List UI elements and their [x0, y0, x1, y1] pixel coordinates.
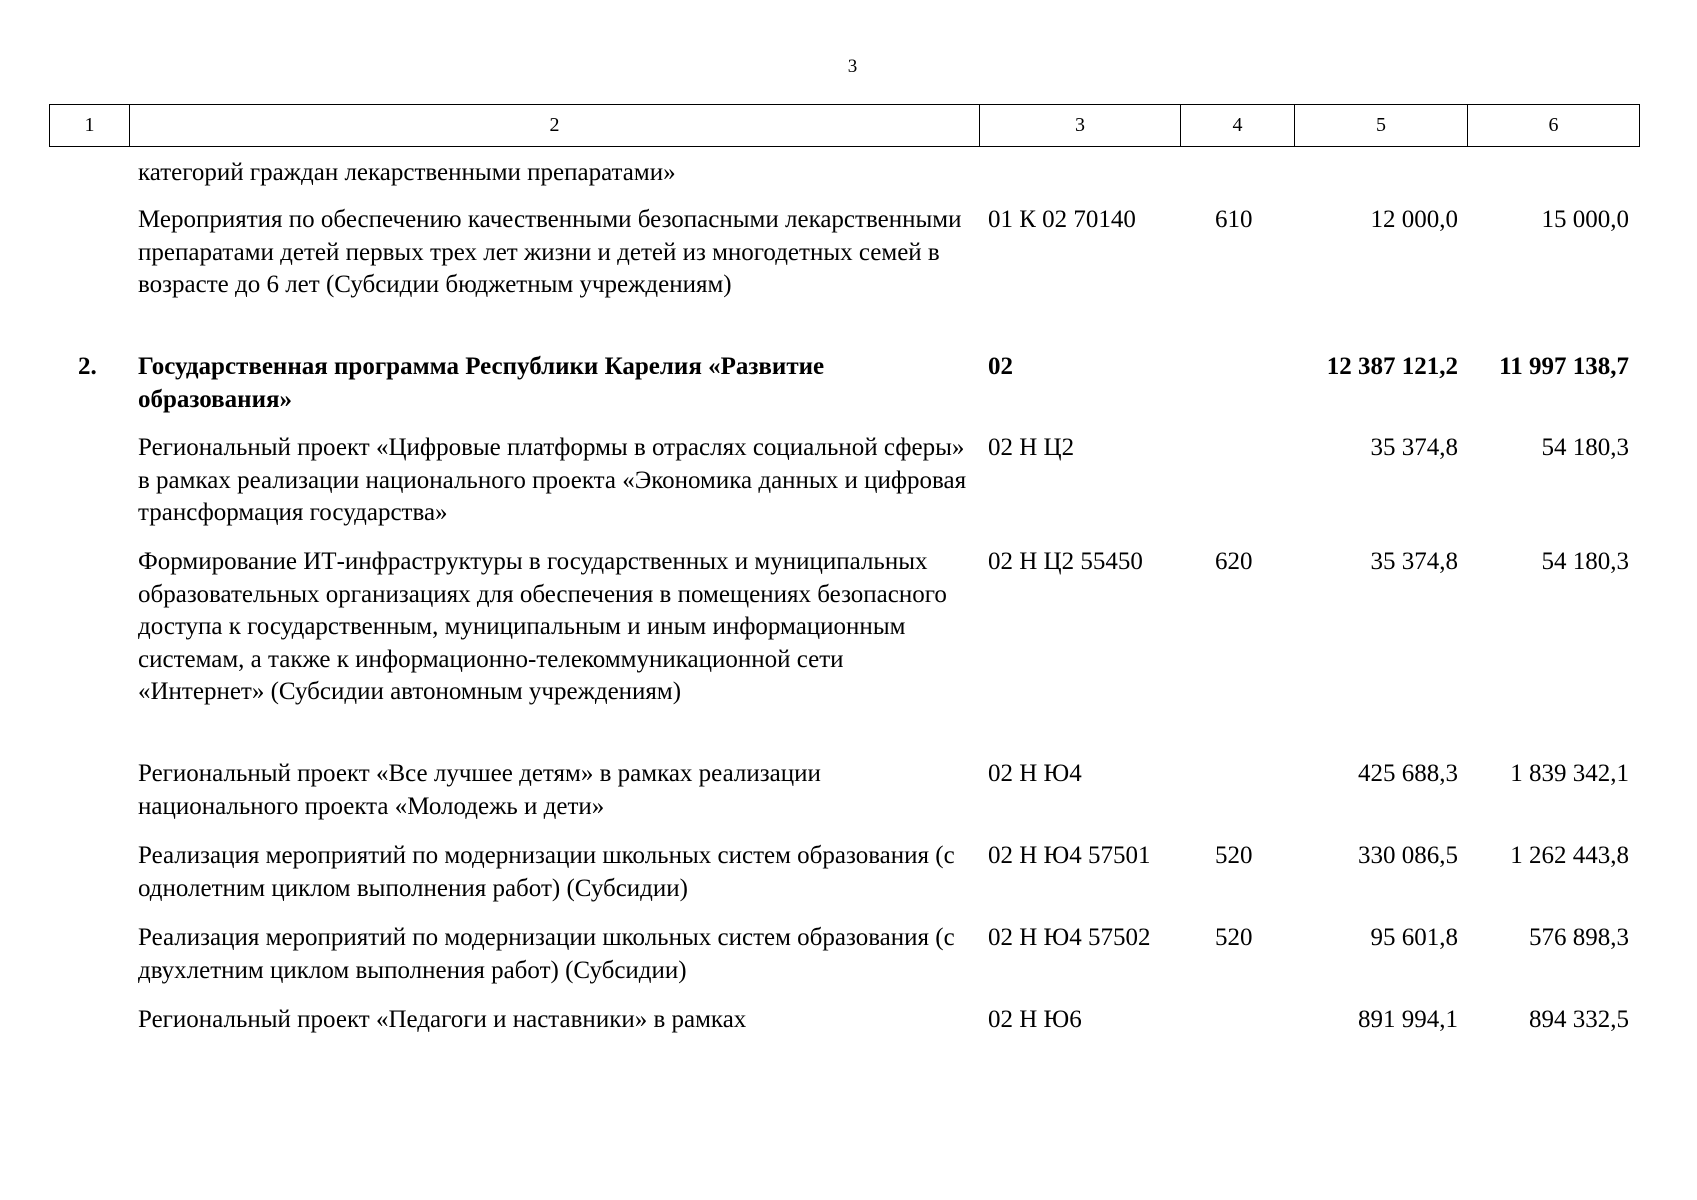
row-type: 520 — [1215, 924, 1253, 951]
row-code: 02 Н Ю4 — [988, 760, 1082, 787]
row-code: 02 Н Ц2 — [988, 434, 1075, 461]
row-type: 610 — [1215, 206, 1253, 233]
column-number-3: 3 — [980, 105, 1181, 147]
row-name: Мероприятия по обеспечению качественными безопасными лекарственными препаратами детей первых трех лет жизни и детей из многодетных семей в возрасте до 6 лет (Субсидии бюджетным учреждениям) — [138, 206, 962, 298]
row-code: 02 Н Ц2 55450 — [988, 548, 1143, 575]
column-header-table — [49, 104, 1640, 147]
row-value-2: 54 180,3 — [1541, 434, 1629, 461]
row-value-1: 425 688,3 — [1358, 760, 1458, 787]
row-value-2: 11 997 138,7 — [1499, 353, 1629, 380]
row-value-1: 95 601,8 — [1370, 924, 1458, 951]
column-number-2: 2 — [130, 105, 980, 147]
row-name: Региональный проект «Все лучшее детям» в рамках реализации национального проекта «Молодежь и дети» — [138, 760, 821, 820]
row-value-1: 12 387 121,2 — [1326, 353, 1458, 380]
column-number-6: 6 — [1468, 105, 1640, 147]
row-name: Реализация мероприятий по модернизации школьных систем образования (с двухлетним циклом выполнения работ) (Субсидии) — [138, 924, 955, 984]
row-value-1: 891 994,1 — [1358, 1006, 1458, 1033]
row-value-1: 35 374,8 — [1370, 548, 1458, 575]
row-name: Региональный проект «Цифровые платформы в отраслях социальной сферы» в рамках реализации национального проекта «Экономика данных и цифровая трансформация государства» — [138, 434, 967, 526]
row-type: 520 — [1215, 842, 1253, 869]
row-code: 02 Н Ю4 57501 — [988, 842, 1151, 869]
row-value-2: 54 180,3 — [1541, 548, 1629, 575]
row-name: Государственная программа Республики Карелия «Развитие образования» — [138, 353, 825, 413]
page-number: 3 — [847, 56, 858, 77]
column-number-1: 1 — [50, 105, 130, 147]
column-number-row — [50, 105, 1640, 147]
row-value-2: 15 000,0 — [1541, 206, 1629, 233]
row-type: 620 — [1215, 548, 1253, 575]
row-value-2: 1 262 443,8 — [1510, 842, 1629, 869]
column-number-5: 5 — [1295, 105, 1468, 147]
row-value-1: 330 086,5 — [1358, 842, 1458, 869]
row-value-2: 1 839 342,1 — [1510, 760, 1629, 787]
row-name: Формирование ИТ-инфраструктуры в государственных и муниципальных образовательных организациях для обеспечения в помещениях безопасного доступа к государственным, муниципальным и иным информационным системам, а также к информационно-телекоммуникационной сети «Интернет» (Субсидии автономным учреждениям) — [138, 548, 947, 705]
row-code: 02 — [988, 353, 1013, 380]
row-name: категорий граждан лекарственными препаратами» — [138, 159, 676, 186]
row-name: Региональный проект «Педагоги и наставники» в рамках — [138, 1006, 747, 1033]
row-code: 02 Н Ю6 — [988, 1006, 1082, 1033]
row-value-1: 35 374,8 — [1370, 434, 1458, 461]
row-code: 01 К 02 70140 — [988, 206, 1136, 233]
column-number-4: 4 — [1181, 105, 1295, 147]
row-value-1: 12 000,0 — [1370, 206, 1458, 233]
row-number: 2. — [78, 353, 97, 380]
row-name: Реализация мероприятий по модернизации школьных систем образования (с однолетним циклом выполнения работ) (Субсидии) — [138, 842, 955, 902]
row-value-2: 576 898,3 — [1529, 924, 1629, 951]
row-value-2: 894 332,5 — [1529, 1006, 1629, 1033]
row-code: 02 Н Ю4 57502 — [988, 924, 1151, 951]
